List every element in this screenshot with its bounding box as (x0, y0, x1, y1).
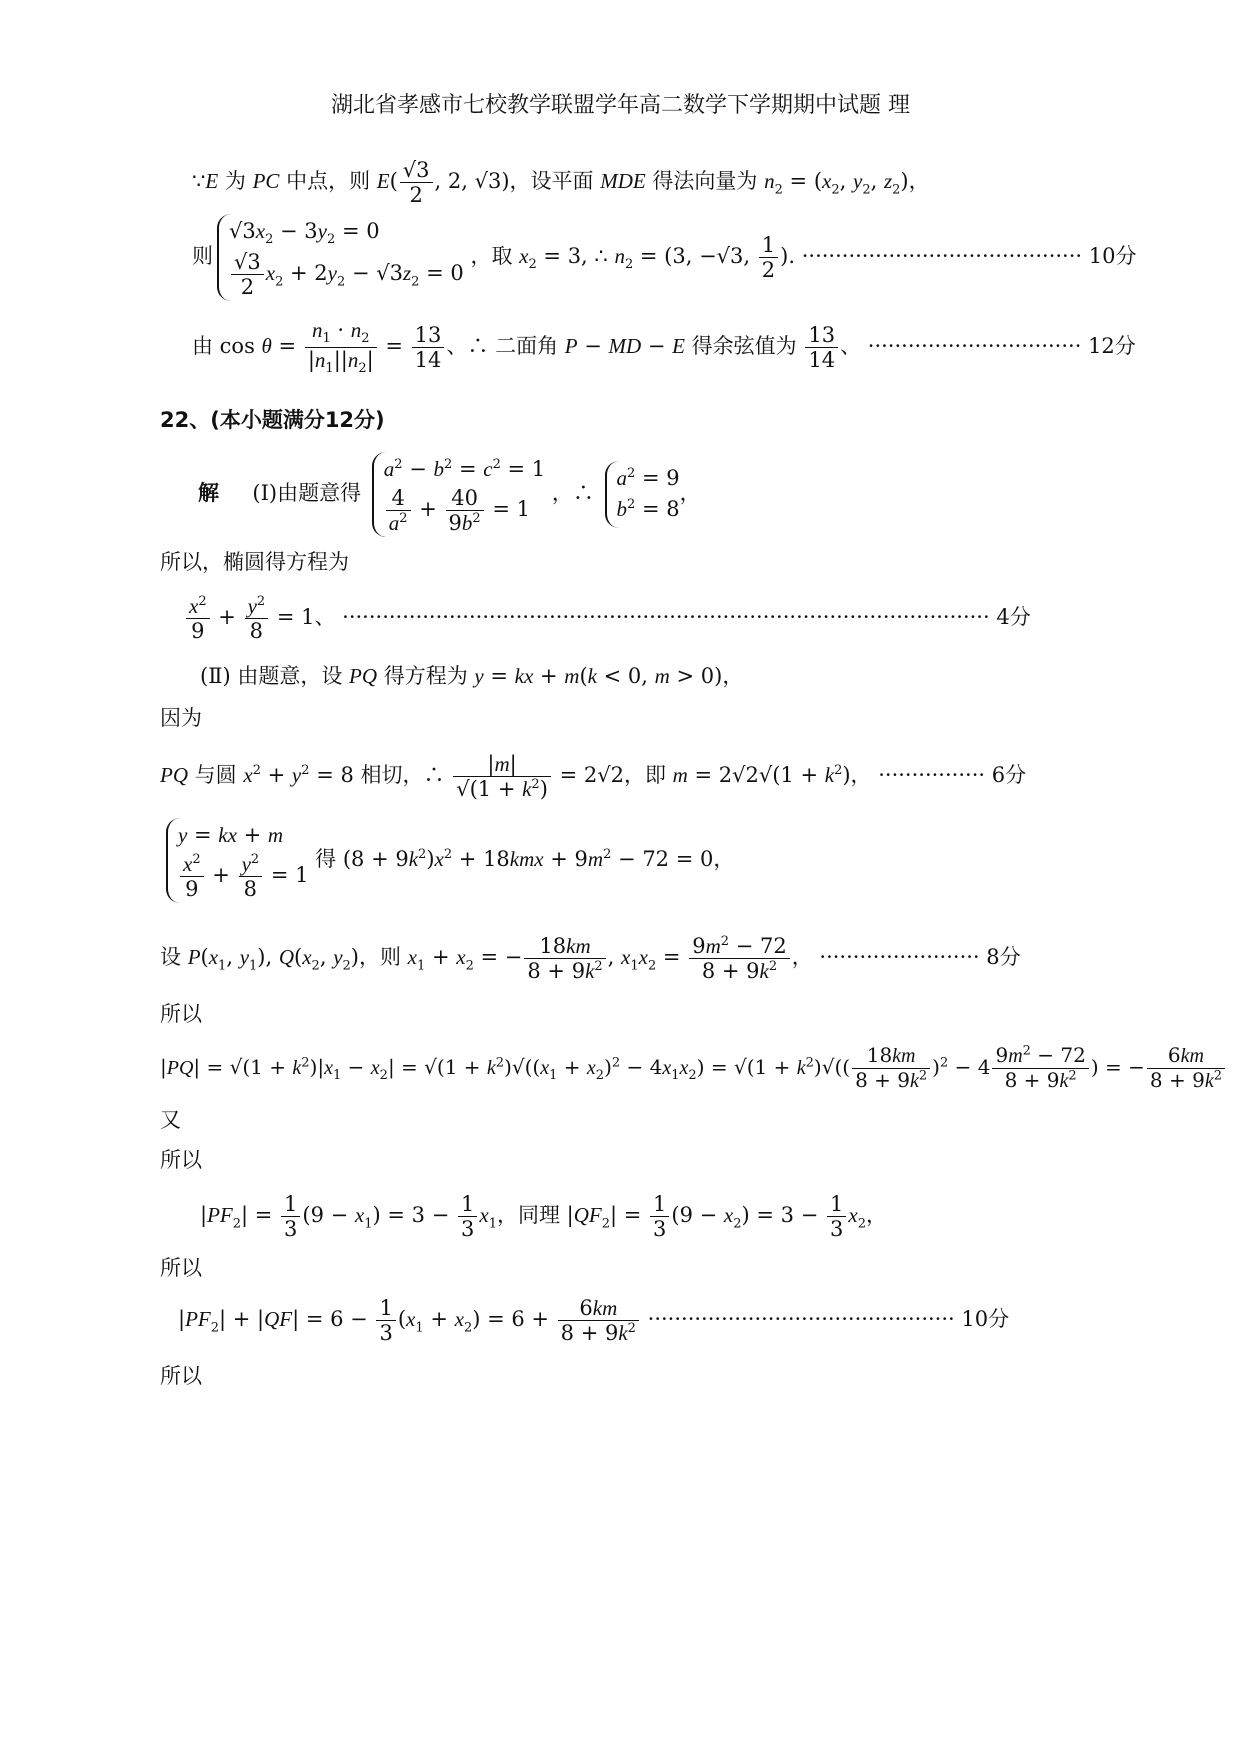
score-label: 10分 (1088, 243, 1137, 268)
text-line-ellipse: $\frac{x^2}{9}$ + $\frac{y^2}{8}$ = 1、 ································································································· 4分 (184, 594, 1031, 643)
page-title: 湖北省孝感市七校教学联盟学年高二数学下学期期中试题 理 (331, 93, 910, 118)
text-line: 所以 (160, 1256, 202, 1280)
text-line-pq-length: $|PQ| = √(1 + k^2)|x_1 - x_2| = √(1 + k^2)√((x_1 + x_2)^2 - 4x_1x_2) = √(1 + k^2)√$(( $\frac{18km}{8 + 9k^2}$ )$^2$ − 4 $\frac{9m^2 - 72}{8 + 9k^2}$ ) = − $\frac{6km}{8 + 9k^2}$ (160, 1044, 1227, 1093)
text-line-part2: (Ⅱ) 由题意，设 PQ 得方程为 y = kx + m(k < 0, m > 0)， (200, 664, 744, 688)
score-label: 10分 (961, 1307, 1010, 1332)
equation-system: y = kx + m $\frac{x^2}{9}$ + $\frac{y^2}{8}$ = 1 (166, 818, 308, 903)
text-line: 所以，椭圆得方程为 (160, 550, 349, 574)
text-line: 所以 (160, 1002, 202, 1026)
text-line-tangent: PQ 与圆 $x^2 + y^2 = 8$ 相切，∴ $\frac{|m|}{√(1 + k^2)}$ = 2√2，即 $m = 2√2√(1 + k^2)$， ················ 6分 (160, 752, 1027, 802)
equation-system: $√3x_2 - 3y_2 = 0$ $\frac{√3}{2}$ $x_2 + 2y_2 - √3z_2 = 0$ (217, 214, 464, 301)
score-label: 6分 (991, 763, 1027, 788)
question-header: 22、(本小题满分12分) (160, 408, 385, 432)
text-line: 因为 (160, 706, 202, 730)
text-line-part1: 解 (Ⅰ)由题意得 $a^2 - b^2 = c^2 = 1$ $\frac{4}{a^2}$ + $\frac{40}{9b^2}$ = 1 ，∴ $a^2 = 9$ $b^2 = 8$ ， (198, 452, 701, 537)
equation-system-result: $a^2 = 9$ $b^2 = 8$ (605, 461, 680, 528)
score-label: 4分 (996, 605, 1031, 630)
text-line: 又 (160, 1108, 181, 1132)
text-line-vieta: 设 $P(x_1$, $y_1$), $Q(x_2$, $y_2$)，则 $x_1 + x_2$ = − $\frac{18km}{8 + 9k^2}$ , $x_1x_2$ = $\frac{9m^2 - 72}{8 + 9k^2}$ ， ························ 8分 (160, 934, 1021, 984)
text-line: 所以 (160, 1148, 202, 1172)
text-line-pf2: $|PF_2|$ = $\frac{1}{3}$ $(9 - x_1) = 3$ − $\frac{1}{3}$ $x_1$，同理 $|QF_2|$ = $\frac{1}{3}$ $(9 - x_2) = 3$ − $\frac{1}{3}$ $x_2$， (200, 1192, 887, 1242)
text-line-system2: y = kx + m $\frac{x^2}{9}$ + $\frac{y^2}{8}$ = 1 得 $(8 + 9k^2)x^2 + 18kmx + 9m^2 - 72 = 0$， (162, 818, 734, 903)
text-line-midpoint: ∵E 为 PC 中点，则 E( $\frac{√3}{2}$ , 2, √3)，设平面 MDE 得法向量为 $n_2 = (x_2$, $y_2$, $z_2$)， (192, 158, 930, 208)
text-line-normal-vector: 则 $√3x_2 - 3y_2 = 0$ $\frac{√3}{2}$ $x_2 + 2y_2 - √3z_2 = 0$ ，取 $x_2 = 3$, ∴ $n_2 = (3$, −√3, $\frac{1}{2}$ ). ·········································· 10分 (192, 214, 1137, 301)
equation-system: $a^2 - b^2 = c^2 = 1$ $\frac{4}{a^2}$ + $\frac{40}{9b^2}$ = 1 (372, 452, 545, 537)
text-line-cosine: 由 cos θ = $\frac{n_1 \cdot n_2}{|n_1||n_2|}$ = $\frac{13}{14}$ 、∴ 二面角 P − MD − E 得余弦值为 $\frac{13}{14}$ 、 ································ 12分 (192, 318, 1136, 377)
score-label: 12分 (1088, 334, 1136, 359)
text-line-sum: $|PF_2| + |QF| = 6$ − $\frac{1}{3}$ $(x_1 + x_2) = 6$ + $\frac{6km}{8 + 9k^2}$ ·············································· 10分 (178, 1296, 1010, 1346)
text-line: 所以 (160, 1364, 202, 1388)
score-label: 8分 (986, 945, 1021, 970)
